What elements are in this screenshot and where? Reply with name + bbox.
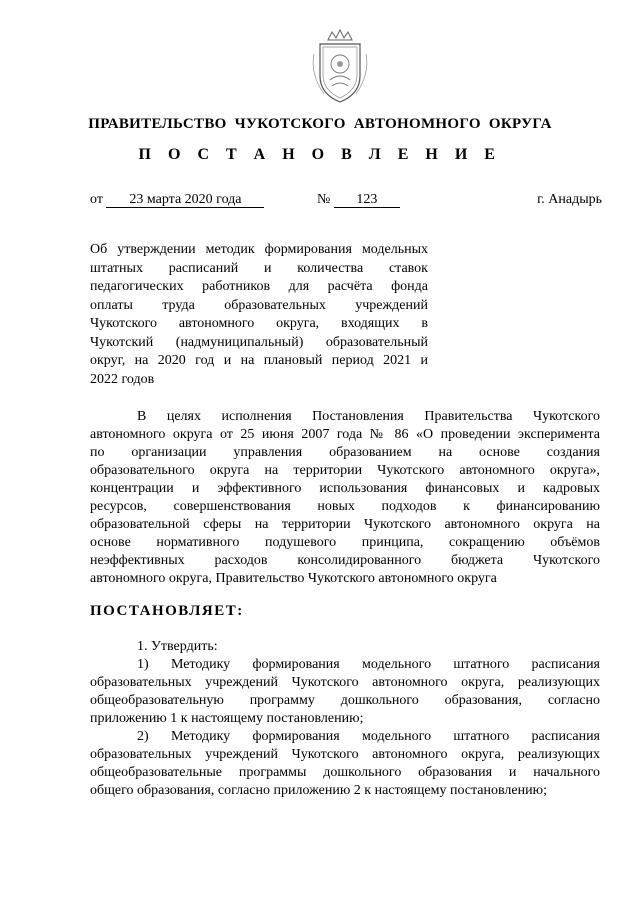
date-prefix: от — [90, 192, 103, 207]
subject-line: округ, на 2020 год и на плановый период 2021 и — [90, 353, 428, 368]
preamble-line: автономного округа от 25 июня 2007 года № 86 «О проведении эксперимента — [90, 427, 600, 442]
organization-title: ПРАВИТЕЛЬСТВО ЧУКОТСКОГО АВТОНОМНОГО ОКРУГА — [88, 116, 552, 132]
subject-line: педагогических работников для расчёта фонда — [90, 279, 428, 294]
clause-line: общего образования, согласно приложению 2 к настоящему постановлению; — [90, 783, 547, 798]
preamble-line: ресурсов, совершенствования новых подходов к финансированию — [90, 499, 600, 514]
date-value: 23 марта 2020 года — [106, 192, 264, 208]
subject-line: Чукотский (надмуниципальный) образовательный — [90, 334, 428, 350]
clause-line: образовательных учреждений Чукотского автономного округа, реализующих — [90, 747, 600, 762]
preamble-line: образовательного округа на территории Чукотского автономного округа», — [90, 463, 600, 478]
subject-line: Чукотского автономного округа, входящих в — [90, 316, 428, 331]
subject-line: Об утверждении методик формирования модельных — [90, 242, 428, 257]
preamble-line: образовательной сферы на территории Чукотского автономного округа на — [90, 517, 600, 532]
document-type: П О С Т А Н О В Л Е Н И Е — [138, 146, 502, 163]
clauses-section — [90, 638, 600, 800]
document-subject — [90, 241, 428, 389]
document-date — [90, 191, 264, 208]
preamble-line: В целях исполнения Постановления Правительства Чукотского — [137, 409, 600, 424]
clause-line: общеобразовательные программы дошкольного образования и начального — [90, 765, 600, 780]
document-city: г. Анадырь — [537, 192, 602, 207]
subject-line: 2022 годов — [90, 371, 155, 387]
subject-line: оплаты труда образовательных учреждений — [90, 297, 428, 313]
clause-line: 1) Методику формирования модельного штатного расписания — [137, 657, 600, 672]
preamble-line: неэффективных расходов консолидированного бюджета Чукотского — [90, 553, 600, 568]
subject-line: штатных расписаний и количества ставок — [90, 260, 428, 276]
preamble-line: по организации управления образованием на основе создания — [90, 445, 600, 460]
clause-line: 1. Утвердить: — [137, 639, 218, 654]
preamble-line: концентрации и эффективного использования финансовых и кадровых — [90, 481, 600, 496]
number-prefix: № — [317, 192, 331, 207]
clause-line: приложению 1 к настоящему постановлению; — [90, 711, 364, 726]
clause-line: образовательных учреждений Чукотского автономного округа, реализующих — [90, 675, 600, 690]
preamble-paragraph — [90, 408, 600, 588]
preamble-line: автономного округа, Правительство Чукотского автономного округа — [90, 571, 497, 586]
resolves-heading: ПОСТАНОВЛЯЕТ: — [90, 603, 244, 619]
coat-of-arms-emblem — [306, 24, 374, 108]
clause-line: общеобразовательную программу дошкольного образования, согласно — [90, 693, 600, 708]
preamble-line: основе нормативного подушевого принципа, сокращению объёмов — [90, 535, 600, 550]
number-value: 123 — [334, 192, 400, 208]
clause-line: 2) Методику формирования модельного штатного расписания — [137, 729, 600, 744]
document-number — [317, 191, 400, 208]
